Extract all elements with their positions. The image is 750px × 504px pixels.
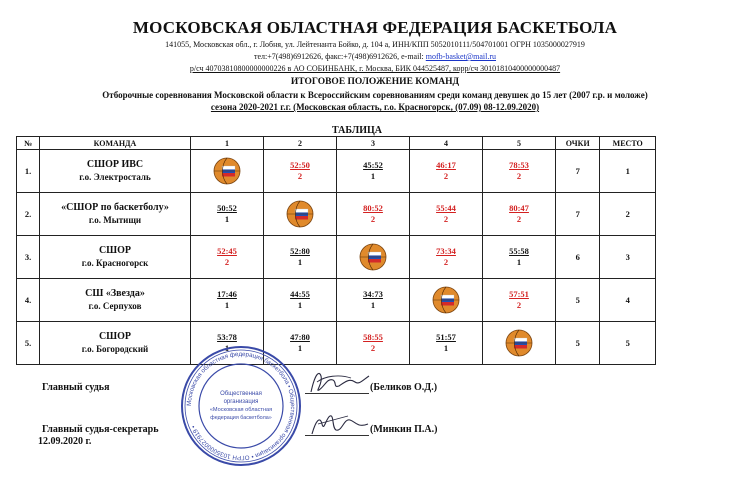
match-points: 1 [297, 300, 303, 310]
team-city: г.о. Богородский [81, 344, 149, 354]
total-points: 5 [556, 322, 600, 365]
final-place: 2 [600, 193, 656, 236]
match-score: 57:51 [509, 289, 529, 299]
match-result [483, 193, 556, 236]
match-points: 2 [297, 171, 303, 181]
row-number: 3. [17, 236, 40, 279]
results-table [16, 136, 656, 365]
match-score: 34:73 [363, 289, 383, 299]
match-result [264, 236, 337, 279]
secretary-signature [308, 410, 374, 440]
header-num: № [17, 137, 40, 150]
match-score: 80:47 [509, 203, 529, 213]
score-block [483, 160, 555, 182]
match-result [337, 150, 410, 193]
basketball-flag-icon [286, 200, 314, 228]
org-address: 141055, Московская обл., г. Лобня, ул. Лейтенанта Бойко, д. 104 а, ИНН/КПП 5052010111/504701001 ОГРН 1035000027919 [165, 40, 585, 49]
total-points: 7 [556, 150, 600, 193]
match-score: 51:57 [436, 332, 456, 342]
team-cell [40, 236, 191, 279]
match-points: 2 [516, 300, 522, 310]
stamp-line-3: «Московская областная [209, 407, 273, 413]
match-points: 2 [224, 257, 230, 267]
match-score: 44:55 [290, 289, 310, 299]
signature-date: 12.09.2020 г. [38, 436, 92, 447]
table-row [17, 150, 656, 193]
match-result [410, 236, 483, 279]
total-points: 6 [556, 236, 600, 279]
match-points: 1 [516, 257, 522, 267]
team-name: СШ «Звезда» [85, 288, 145, 299]
team-city: г.о. Красногорск [81, 258, 149, 268]
score-block [337, 160, 409, 182]
row-number: 5. [17, 322, 40, 365]
self-cell [264, 193, 337, 236]
match-points: 1 [224, 343, 230, 353]
match-result [191, 279, 264, 322]
team-cell [40, 279, 191, 322]
score-block [337, 289, 409, 311]
match-score: 73:34 [436, 246, 456, 256]
org-bank: р/сч 40703810800000000226 в АО СОБИНБАНК, г. Москва, БИК 044525487, корр/сч 30101810400000000487 [189, 64, 561, 73]
match-points: 1 [370, 171, 376, 181]
score-block [483, 246, 555, 268]
header-col-1: 1 [191, 137, 264, 150]
header-col-2: 2 [264, 137, 337, 150]
match-result [264, 279, 337, 322]
team-name: СШОР [98, 245, 132, 256]
header-col-3: 3 [337, 137, 410, 150]
match-result [191, 193, 264, 236]
basketball-flag-icon [359, 243, 387, 271]
score-block [191, 203, 263, 225]
match-score: 80:52 [363, 203, 383, 213]
table-header-row [17, 137, 656, 150]
stamp-line-2: организация [223, 399, 259, 405]
match-result [483, 236, 556, 279]
match-score: 46:17 [436, 160, 456, 170]
match-result [483, 150, 556, 193]
match-points: 2 [516, 214, 522, 224]
match-score: 58:55 [363, 332, 383, 342]
match-score: 53:78 [217, 332, 237, 342]
header-place: МЕСТО [600, 137, 656, 150]
secretary-name: (Минкин П.А.) [370, 424, 438, 435]
score-block [410, 246, 482, 268]
score-block [191, 246, 263, 268]
chief-referee-name: (Беликов О.Д.) [370, 382, 438, 393]
match-points: 1 [443, 343, 449, 353]
score-block [410, 203, 482, 225]
total-points: 7 [556, 193, 600, 236]
table-row [17, 193, 656, 236]
basketball-flag-icon [505, 329, 533, 357]
match-score: 52:45 [217, 246, 237, 256]
basketball-flag-icon [213, 157, 241, 185]
team-cell [40, 322, 191, 365]
match-result [191, 236, 264, 279]
match-score: 55:58 [509, 246, 529, 256]
team-name: «СШОР по баскетболу» [61, 202, 169, 213]
table-body [17, 150, 656, 365]
secretary-label: Главный судья-секретарь [42, 424, 159, 435]
table-row [17, 236, 656, 279]
row-number: 2. [17, 193, 40, 236]
score-block [483, 203, 555, 225]
match-points: 1 [224, 214, 230, 224]
match-points: 1 [224, 300, 230, 310]
final-place: 4 [600, 279, 656, 322]
official-stamp [180, 345, 302, 467]
match-score: 50:52 [217, 203, 237, 213]
stamp-line-1: Общественная [220, 391, 262, 397]
match-result [337, 193, 410, 236]
self-cell [337, 236, 410, 279]
team-city: г.о. Мытищи [88, 215, 142, 225]
match-result [410, 150, 483, 193]
table-row [17, 322, 656, 365]
match-score: 55:44 [436, 203, 456, 213]
match-score: 47:80 [290, 332, 310, 342]
self-cell [483, 322, 556, 365]
match-points: 2 [370, 214, 376, 224]
match-points: 2 [516, 171, 522, 181]
team-name: СШОР [98, 331, 132, 342]
chief-referee-label: Главный судья [42, 382, 110, 393]
match-result [483, 279, 556, 322]
header-team: КОМАНДА [40, 137, 191, 150]
team-name: СШОР ИВС [86, 159, 144, 170]
contacts-text: тел:+7(498)6912626, факс:+7(498)6912626, e-mail: [253, 52, 426, 61]
match-result [264, 150, 337, 193]
score-block [191, 289, 263, 311]
score-block [483, 289, 555, 311]
score-block [410, 332, 482, 354]
final-place: 3 [600, 236, 656, 279]
match-points: 2 [443, 171, 449, 181]
match-points: 2 [443, 214, 449, 224]
team-cell [40, 193, 191, 236]
header-col-5: 5 [483, 137, 556, 150]
row-number: 4. [17, 279, 40, 322]
score-block [264, 246, 336, 268]
match-points: 1 [297, 343, 303, 353]
score-block [410, 160, 482, 182]
org-contacts [0, 52, 750, 61]
self-cell [410, 279, 483, 322]
match-score: 17:46 [217, 289, 237, 299]
stamp-ring-text: Московская областная федерация баскетбола • Общественная организация • ОГРН 1035000027919 • [185, 350, 297, 462]
match-score: 78:53 [509, 160, 529, 170]
team-city: г.о. Серпухов [88, 301, 142, 311]
match-score: 52:50 [290, 160, 310, 170]
match-points: 2 [443, 257, 449, 267]
team-cell [40, 150, 191, 193]
match-points: 2 [370, 343, 376, 353]
match-result [337, 279, 410, 322]
header-col-4: 4 [410, 137, 483, 150]
match-score: 45:52 [363, 160, 383, 170]
match-points: 1 [297, 257, 303, 267]
score-block [337, 332, 409, 354]
table-row [17, 279, 656, 322]
org-title: МОСКОВСКАЯ ОБЛАСТНАЯ ФЕДЕРАЦИЯ БАСКЕТБОЛА [132, 18, 618, 37]
chief-signature [305, 366, 375, 398]
match-result [337, 322, 410, 365]
match-score: 52:80 [290, 246, 310, 256]
score-block [337, 203, 409, 225]
score-block [264, 160, 336, 182]
match-result [410, 322, 483, 365]
match-points: 1 [370, 300, 376, 310]
match-result [410, 193, 483, 236]
stamp-line-4: федерация баскетбола» [210, 415, 272, 421]
total-points: 5 [556, 279, 600, 322]
self-cell [191, 150, 264, 193]
document-title: ИТОГОВОЕ ПОЛОЖЕНИЕ КОМАНД [290, 77, 460, 87]
subtitle-competition: Отборочные соревнования Московской области к Всероссийским соревнованиям среди команд девушек до 15 лет (2007 г.р. и моложе) [102, 90, 648, 100]
team-city: г.о. Электросталь [79, 172, 151, 182]
email-link[interactable]: mofb-basket@mail.ru [425, 52, 497, 61]
score-block [264, 289, 336, 311]
row-number: 1. [17, 150, 40, 193]
final-place: 1 [600, 150, 656, 193]
basketball-flag-icon [432, 286, 460, 314]
final-place: 5 [600, 322, 656, 365]
subtitle-season: сезона 2020-2021 г.г. (Московская область, г.о. Красногорск, (07.09) 08-12.09.2020) [210, 102, 540, 112]
header-points: ОЧКИ [556, 137, 600, 150]
table-caption: ТАБЛИЦА [332, 125, 382, 136]
